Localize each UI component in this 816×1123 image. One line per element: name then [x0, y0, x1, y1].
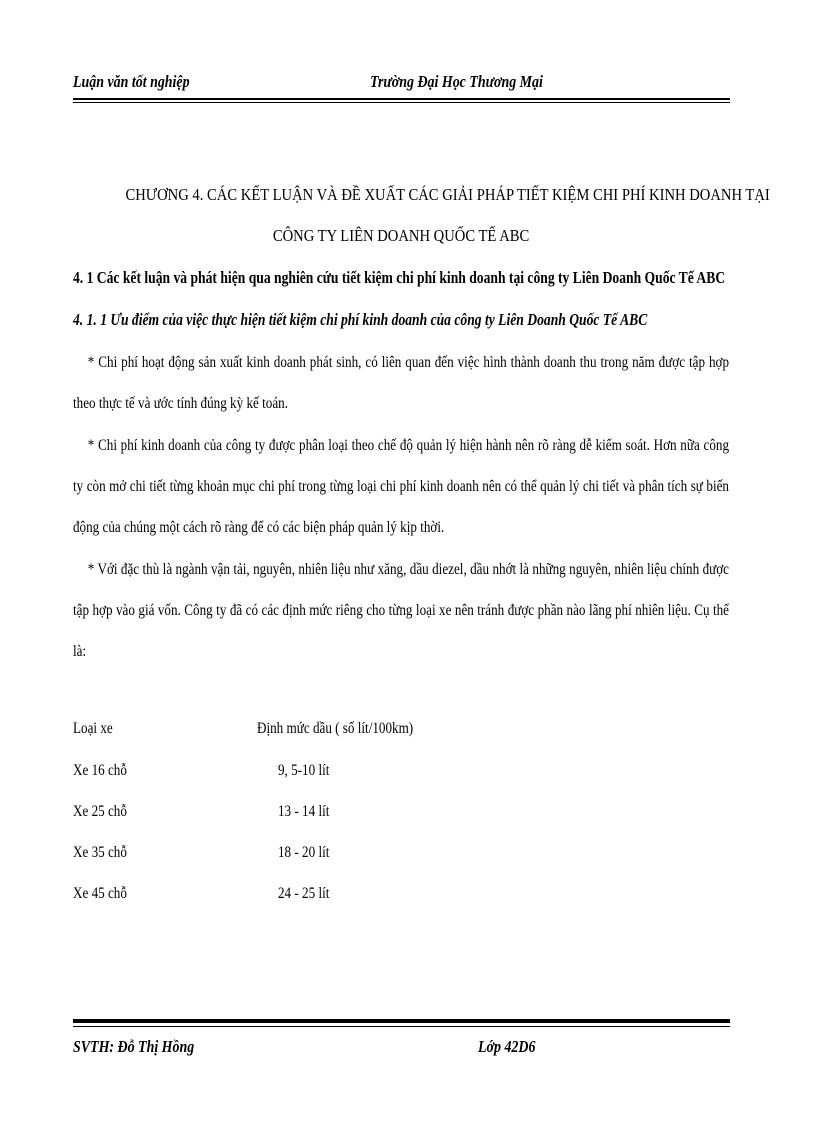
table-header-fuel-norm: Định mức dầu ( số lít/100km) — [257, 720, 414, 737]
vehicle-type: Xe 35 chỗ — [73, 844, 127, 861]
header-rule — [73, 98, 730, 100]
paragraph-1: * Chi phí hoạt động sản xuất kinh doanh phát sinh, có liên quan đến việc hình thành doanh thu trong năm được tập hợp theo thực tế và ước tính đúng kỳ kế toán. — [73, 354, 729, 412]
footer-rule — [73, 1019, 730, 1023]
chapter-title-line-2: CÔNG TY LIÊN DOANH QUỐC TẾ ABC — [273, 226, 530, 245]
paragraph-2: * Chi phí kinh doanh của công ty được phân loại theo chế độ quản lý hiện hành nên rõ ràng dễ kiểm soát. Hơn nữa công ty còn mở chi tiết từng khoản mục chi phí trong từng loại chi phí kinh doanh nên có thể quản lý chi tiết và phân tích sự biến động của chúng một cách rõ ràng để có các biện pháp quản lý kịp thời. — [73, 437, 729, 536]
header-thesis-label: Luận văn tốt nghiệp — [73, 72, 190, 91]
vehicle-type: Xe 25 chỗ — [73, 803, 127, 820]
fuel-norm: 24 - 25 lít — [278, 885, 330, 902]
vehicle-type: Xe 16 chỗ — [73, 762, 127, 779]
vehicle-type: Xe 45 chỗ — [73, 885, 127, 902]
fuel-norm: 18 - 20 lít — [278, 844, 330, 861]
footer-student-name: SVTH: Đỗ Thị Hồng — [73, 1037, 195, 1056]
table-header-vehicle-type: Loại xe — [73, 720, 113, 737]
fuel-norm: 9, 5-10 lít — [278, 762, 330, 779]
footer-class: Lớp 42D6 — [478, 1037, 536, 1056]
section-heading-4-1: 4. 1 Các kết luận và phát hiện qua nghiên cứu tiết kiệm chi phí kinh doanh tại công ty Liên Doanh Quốc Tế ABC — [73, 268, 726, 287]
fuel-norm: 13 - 14 lít — [278, 803, 330, 820]
header-university: Trường Đại Học Thương Mại — [370, 72, 543, 91]
section-heading-4-1-1: 4. 1. 1 Ưu điểm của việc thực hiện tiết kiệm chi phí kinh doanh của công ty Liên Doanh Quốc Tế ABC — [73, 310, 648, 329]
paragraph-3: * Với đặc thù là ngành vận tải, nguyên, nhiên liệu như xăng, dầu diezel, dầu nhớt là những nguyên, nhiên liệu chính được tập hợp vào giá vốn. Công ty đã có các định mức riêng cho từng loại xe nên tránh được phần nào lãng phí nhiên liệu. Cụ thể là: — [73, 561, 729, 660]
chapter-title-line-1: CHƯƠNG 4. CÁC KẾT LUẬN VÀ ĐỀ XUẤT CÁC GIẢI PHÁP TIẾT KIỆM CHI PHÍ KINH DOANH TẠI — [125, 185, 770, 204]
header-rule-thin — [73, 102, 730, 103]
footer-rule-thin — [73, 1026, 730, 1027]
